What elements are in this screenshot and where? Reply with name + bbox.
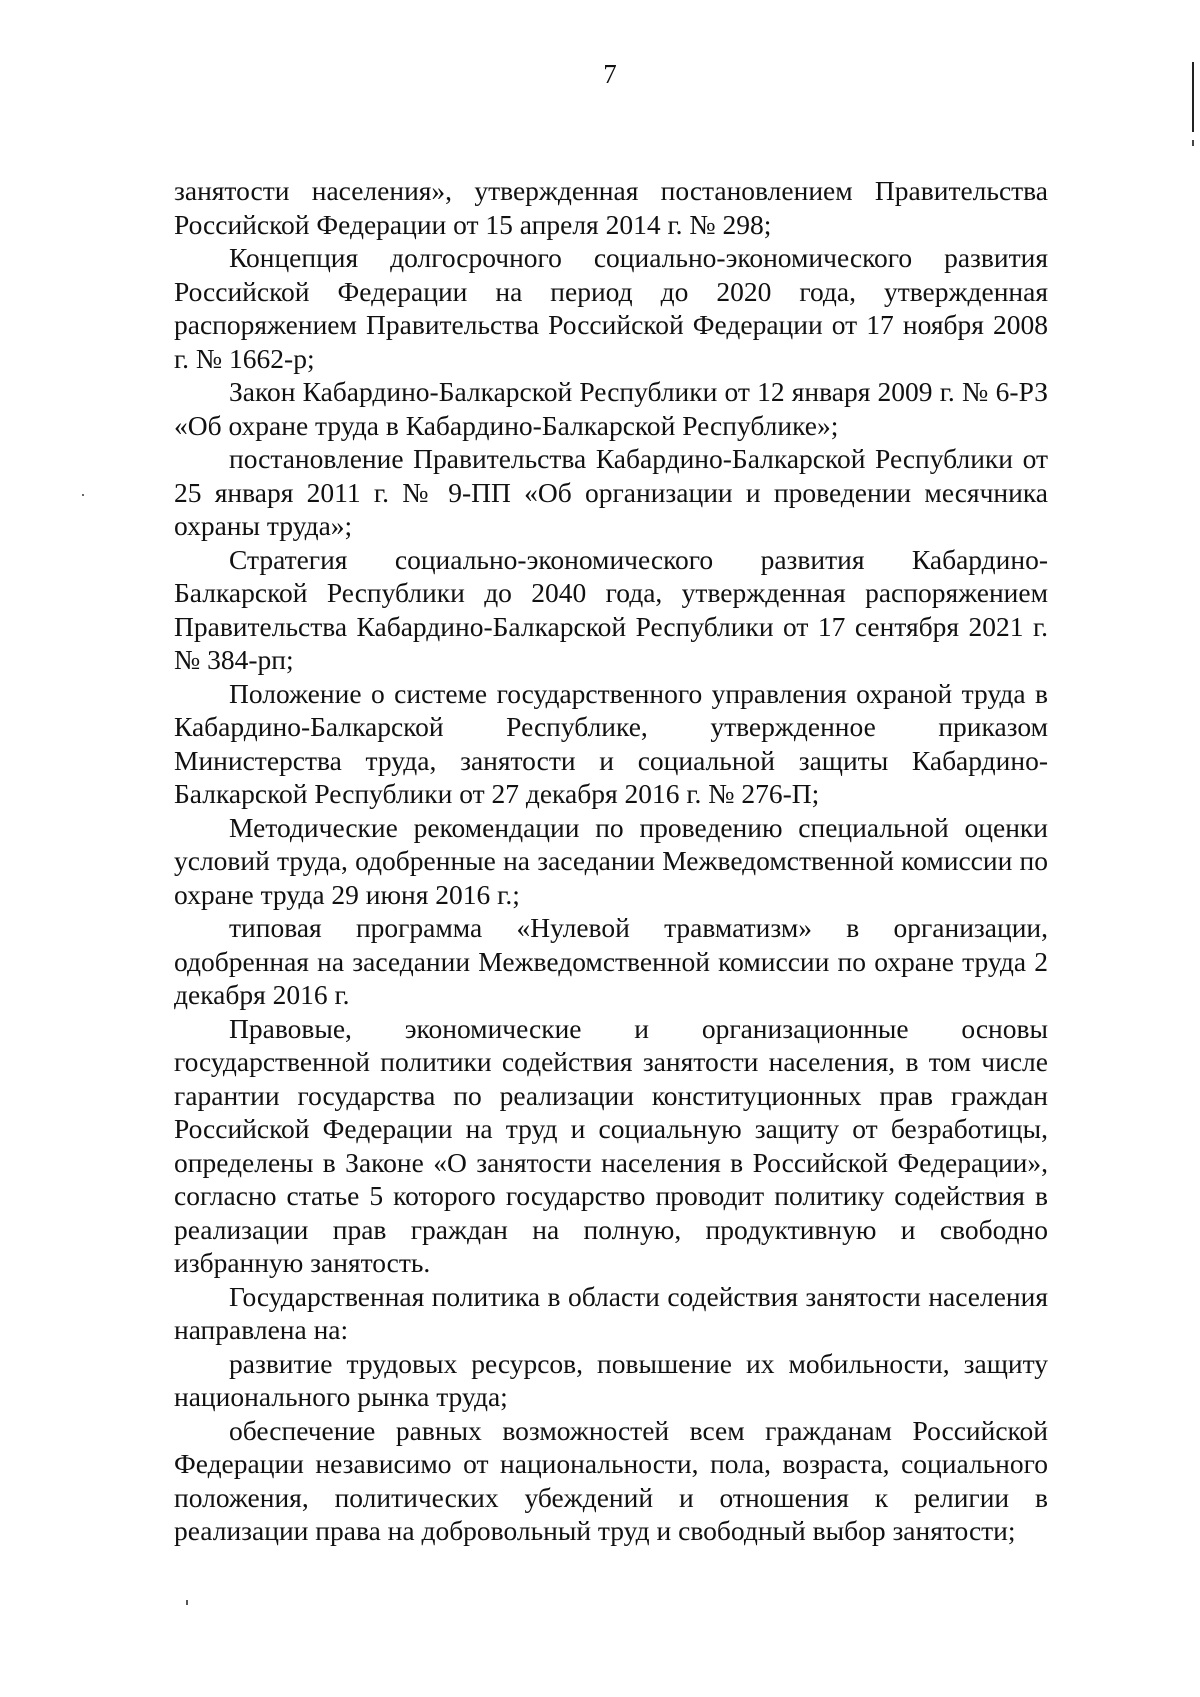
scan-speck	[82, 494, 84, 496]
paragraph: постановление Правительства Кабардино-Балкарской Республики от 25 января 2011 г. № 9-ПП «Об организации и проведении месячника охраны труда»;	[174, 443, 1048, 541]
paragraph: Методические рекомендации по проведению специальной оценки условий труда, одобренные на заседании Межведомственной комиссии по охране труда 29 июня 2016 г.;	[174, 811, 1048, 910]
paragraph-continuation: занятости населения», утвержденная постановлением Правительства Российской Федерации от 15 апреля 2014 г. № 298;	[174, 175, 1048, 240]
paragraph: обеспечение равных возможностей всем гражданам Российской Федерации независимо от национальности, пола, возраста, социального положения, политических убеждений и отношения к религии в реализации права на добровольный труд и свободный выбор занятости;	[174, 1414, 1048, 1546]
paragraph: Правовые, экономические и организационные основы государственной политики содействия занятости населения, в том числе гарантии государства по реализации конституционных прав граждан Российской Федерации на труд и социальную защиту от безработицы, определены в Законе «О занятости населения в Российской Федерации», согласно статье 5 которого государство проводит политику содействия в реализации прав граждан на полную, продуктивную и свободно избранную занятость.	[174, 1012, 1048, 1278]
page-number: 7	[603, 59, 617, 89]
paragraph: Концепция долгосрочного социально-экономического развития Российской Федерации на период до 2020 года, утвержденная распоряжением Правительства Российской Федерации от 17 ноября 2008 г. № 1662-р;	[174, 242, 1048, 374]
paragraph: типовая программа «Нулевой травматизм» в организации, одобренная на заседании Межведомственной комиссии по охране труда 2 декабря 2016 г.	[174, 912, 1048, 1010]
document-body	[174, 174, 1048, 1548]
paragraph: развитие трудовых ресурсов, повышение их мобильности, защиту национального рынка труда;	[174, 1347, 1048, 1412]
scan-edge-mark	[1192, 62, 1194, 132]
scan-edge-dot	[1192, 140, 1194, 146]
paragraph: Государственная политика в области содействия занятости населения направлена на:	[174, 1280, 1048, 1345]
paragraph: Положение о системе государственного управления охраной труда в Кабардино-Балкарской Республике, утвержденное приказом Министерства труда, занятости и социальной защиты Кабардино-Балкарской Республики от 27 декабря 2016 г. № 276-П;	[174, 677, 1048, 809]
paragraph: Стратегия социально-экономического развития Кабардино-Балкарской Республики до 2040 года, утвержденная распоряжением Правительства Кабардино-Балкарской Республики от 17 сентября 2021 г. № 384-рп;	[174, 543, 1048, 675]
scan-speck	[186, 1600, 188, 1605]
paragraph: Закон Кабардино-Балкарской Республики от 12 января 2009 г. № 6-РЗ «Об охране труда в Кабардино-Балкарской Республике»;	[174, 376, 1048, 441]
